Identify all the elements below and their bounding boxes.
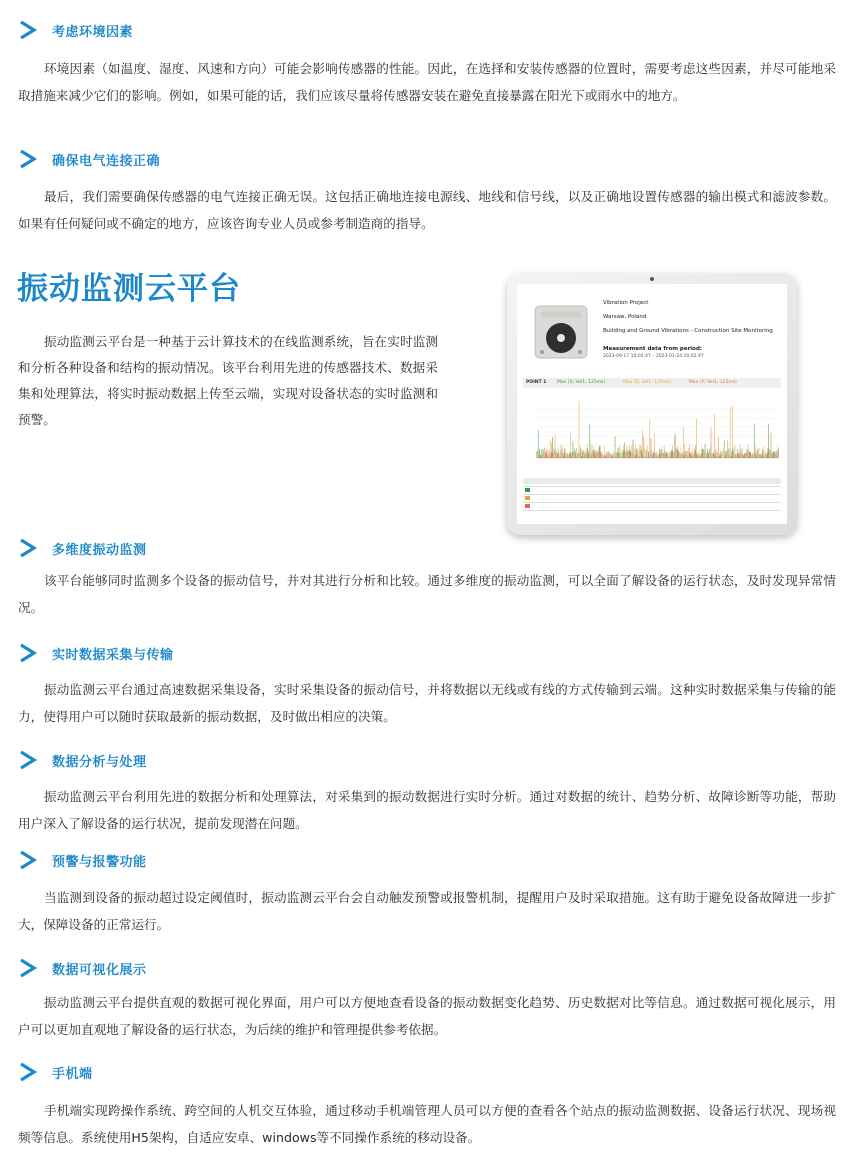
legend-y: Max (Y; Vel1; 125ms) xyxy=(689,380,737,385)
point-label: POINT 1 xyxy=(526,380,547,385)
section-title: 数据可视化展示 xyxy=(52,962,147,978)
section-text: 手机端实现跨操作系统、跨空间的人机交互体验，通过移动手机端管理人员可以方便的查看各个站点的振动监测数据、设备运行状况、现场视频等信息。系统使用H5架构，自适应安卓、windows等不同操作系统的移动设备。 xyxy=(18,1103,836,1145)
project-name: Vibration Project xyxy=(603,300,649,306)
vibration-chart xyxy=(523,392,781,472)
project-location: Warsaw, Poland xyxy=(603,314,647,320)
platform-intro: 振动监测云平台是一种基于云计算技术的在线监测系统，旨在实时监测和分析各种设备和结构的振动情况。该平台利用先进的传感器技术、数据采集和处理算法，将实时振动数据上传至云端，实现对设备状态的实时监测和预警。 xyxy=(18,334,438,427)
section-header-alarm xyxy=(18,849,147,871)
section-header-mobile xyxy=(18,1061,93,1083)
camera-dot xyxy=(650,277,654,281)
section-title: 实时数据采集与传输 xyxy=(52,647,174,663)
section-header-analysis xyxy=(18,749,147,771)
legend-x: Max (X; Vel1; 125ms) xyxy=(557,380,606,385)
section-header-electrical xyxy=(18,148,160,170)
chevron-right-icon xyxy=(18,19,38,41)
row-swatch-x xyxy=(525,488,530,492)
summary-table xyxy=(523,478,781,518)
section-text: 振动监测云平台通过高速数据采集设备，实时采集设备的振动信号，并将数据以无线或有线的方式传输到云端。这种实时数据采集与传输的能力，使得用户可以随时获取最新的振动数据，及时做出相应的决策。 xyxy=(18,682,836,724)
section-text: 振动监测云平台提供直观的数据可视化界面，用户可以方便地查看设备的振动数据变化趋势、历史数据对比等信息。通过数据可视化展示，用户可以更加直观地了解设备的运行状态，为后续的维护和管理提供参考依据。 xyxy=(18,995,836,1037)
chevron-right-icon xyxy=(18,642,38,664)
tablet-screenshot xyxy=(507,273,797,535)
row-swatch-y xyxy=(525,504,530,508)
section-title: 数据分析与处理 xyxy=(52,754,147,770)
section-title: 考虑环境因素 xyxy=(52,24,134,40)
legend-z: Max (Z; Vel1; 125ms) xyxy=(623,380,672,385)
section-text: 振动监测云平台利用先进的数据分析和处理算法，对采集到的振动数据进行实时分析。通过对数据的统计、趋势分析、故障诊断等功能，帮助用户深入了解设备的运行状况，提前发现潜在问题。 xyxy=(18,789,836,831)
chevron-right-icon xyxy=(18,1061,38,1083)
section-text: 环境因素（如温度、湿度、风速和方向）可能会影响传感器的性能。因此，在选择和安装传感器的位置时，需要考虑这些因素，并尽可能地采取措施来减少它们的影响。例如，如果可能的话，我们应该尽量将传感器安装在避免直接暴露在阳光下或雨水中的地方。 xyxy=(18,61,836,103)
chevron-right-icon xyxy=(18,849,38,871)
section-title: 多维度振动监测 xyxy=(52,542,147,558)
chevron-right-icon xyxy=(18,957,38,979)
section-title: 确保电气连接正确 xyxy=(52,153,161,169)
tablet-screen xyxy=(517,284,787,524)
sensor-device-icon xyxy=(531,302,591,362)
project-standard: Building and Ground Vibrations - Construction Site Monitoring xyxy=(603,328,773,334)
chevron-right-icon xyxy=(18,148,38,170)
row-swatch-z xyxy=(525,496,530,500)
legend-bar xyxy=(523,378,781,388)
section-header-realtime xyxy=(18,642,174,664)
chevron-right-icon xyxy=(18,537,38,559)
section-text: 当监测到设备的振动超过设定阈值时，振动监测云平台会自动触发预警或报警机制，提醒用户及时采取措施。这有助于避免设备故障进一步扩大，保障设备的正常运行。 xyxy=(18,890,836,932)
section-text: 该平台能够同时监测多个设备的振动信号，并对其进行分析和比较。通过多维度的振动监测，可以全面了解设备的运行状态，及时发现异常情况。 xyxy=(18,573,836,615)
section-header-environment xyxy=(18,19,133,41)
chevron-right-icon xyxy=(18,749,38,771)
section-title: 预警与报警功能 xyxy=(52,854,147,870)
page-title: 振动监测云平台 xyxy=(17,271,241,307)
section-text: 最后，我们需要确保传感器的电气连接正确无误。这包括正确地连接电源线、地线和信号线，以及正确地设置传感器的输出模式和滤波参数。如果有任何疑问或不确定的地方，应该咨询专业人员或参考制造商的指导。 xyxy=(18,189,836,231)
section-header-visualization xyxy=(18,957,147,979)
section-header-multidim xyxy=(18,537,147,559)
period-range: 2023-09-17 10:02:47 – 2023-01-24 10:02:47 xyxy=(603,354,704,359)
period-label: Measurement data from period: xyxy=(603,346,703,352)
section-title: 手机端 xyxy=(52,1066,93,1082)
